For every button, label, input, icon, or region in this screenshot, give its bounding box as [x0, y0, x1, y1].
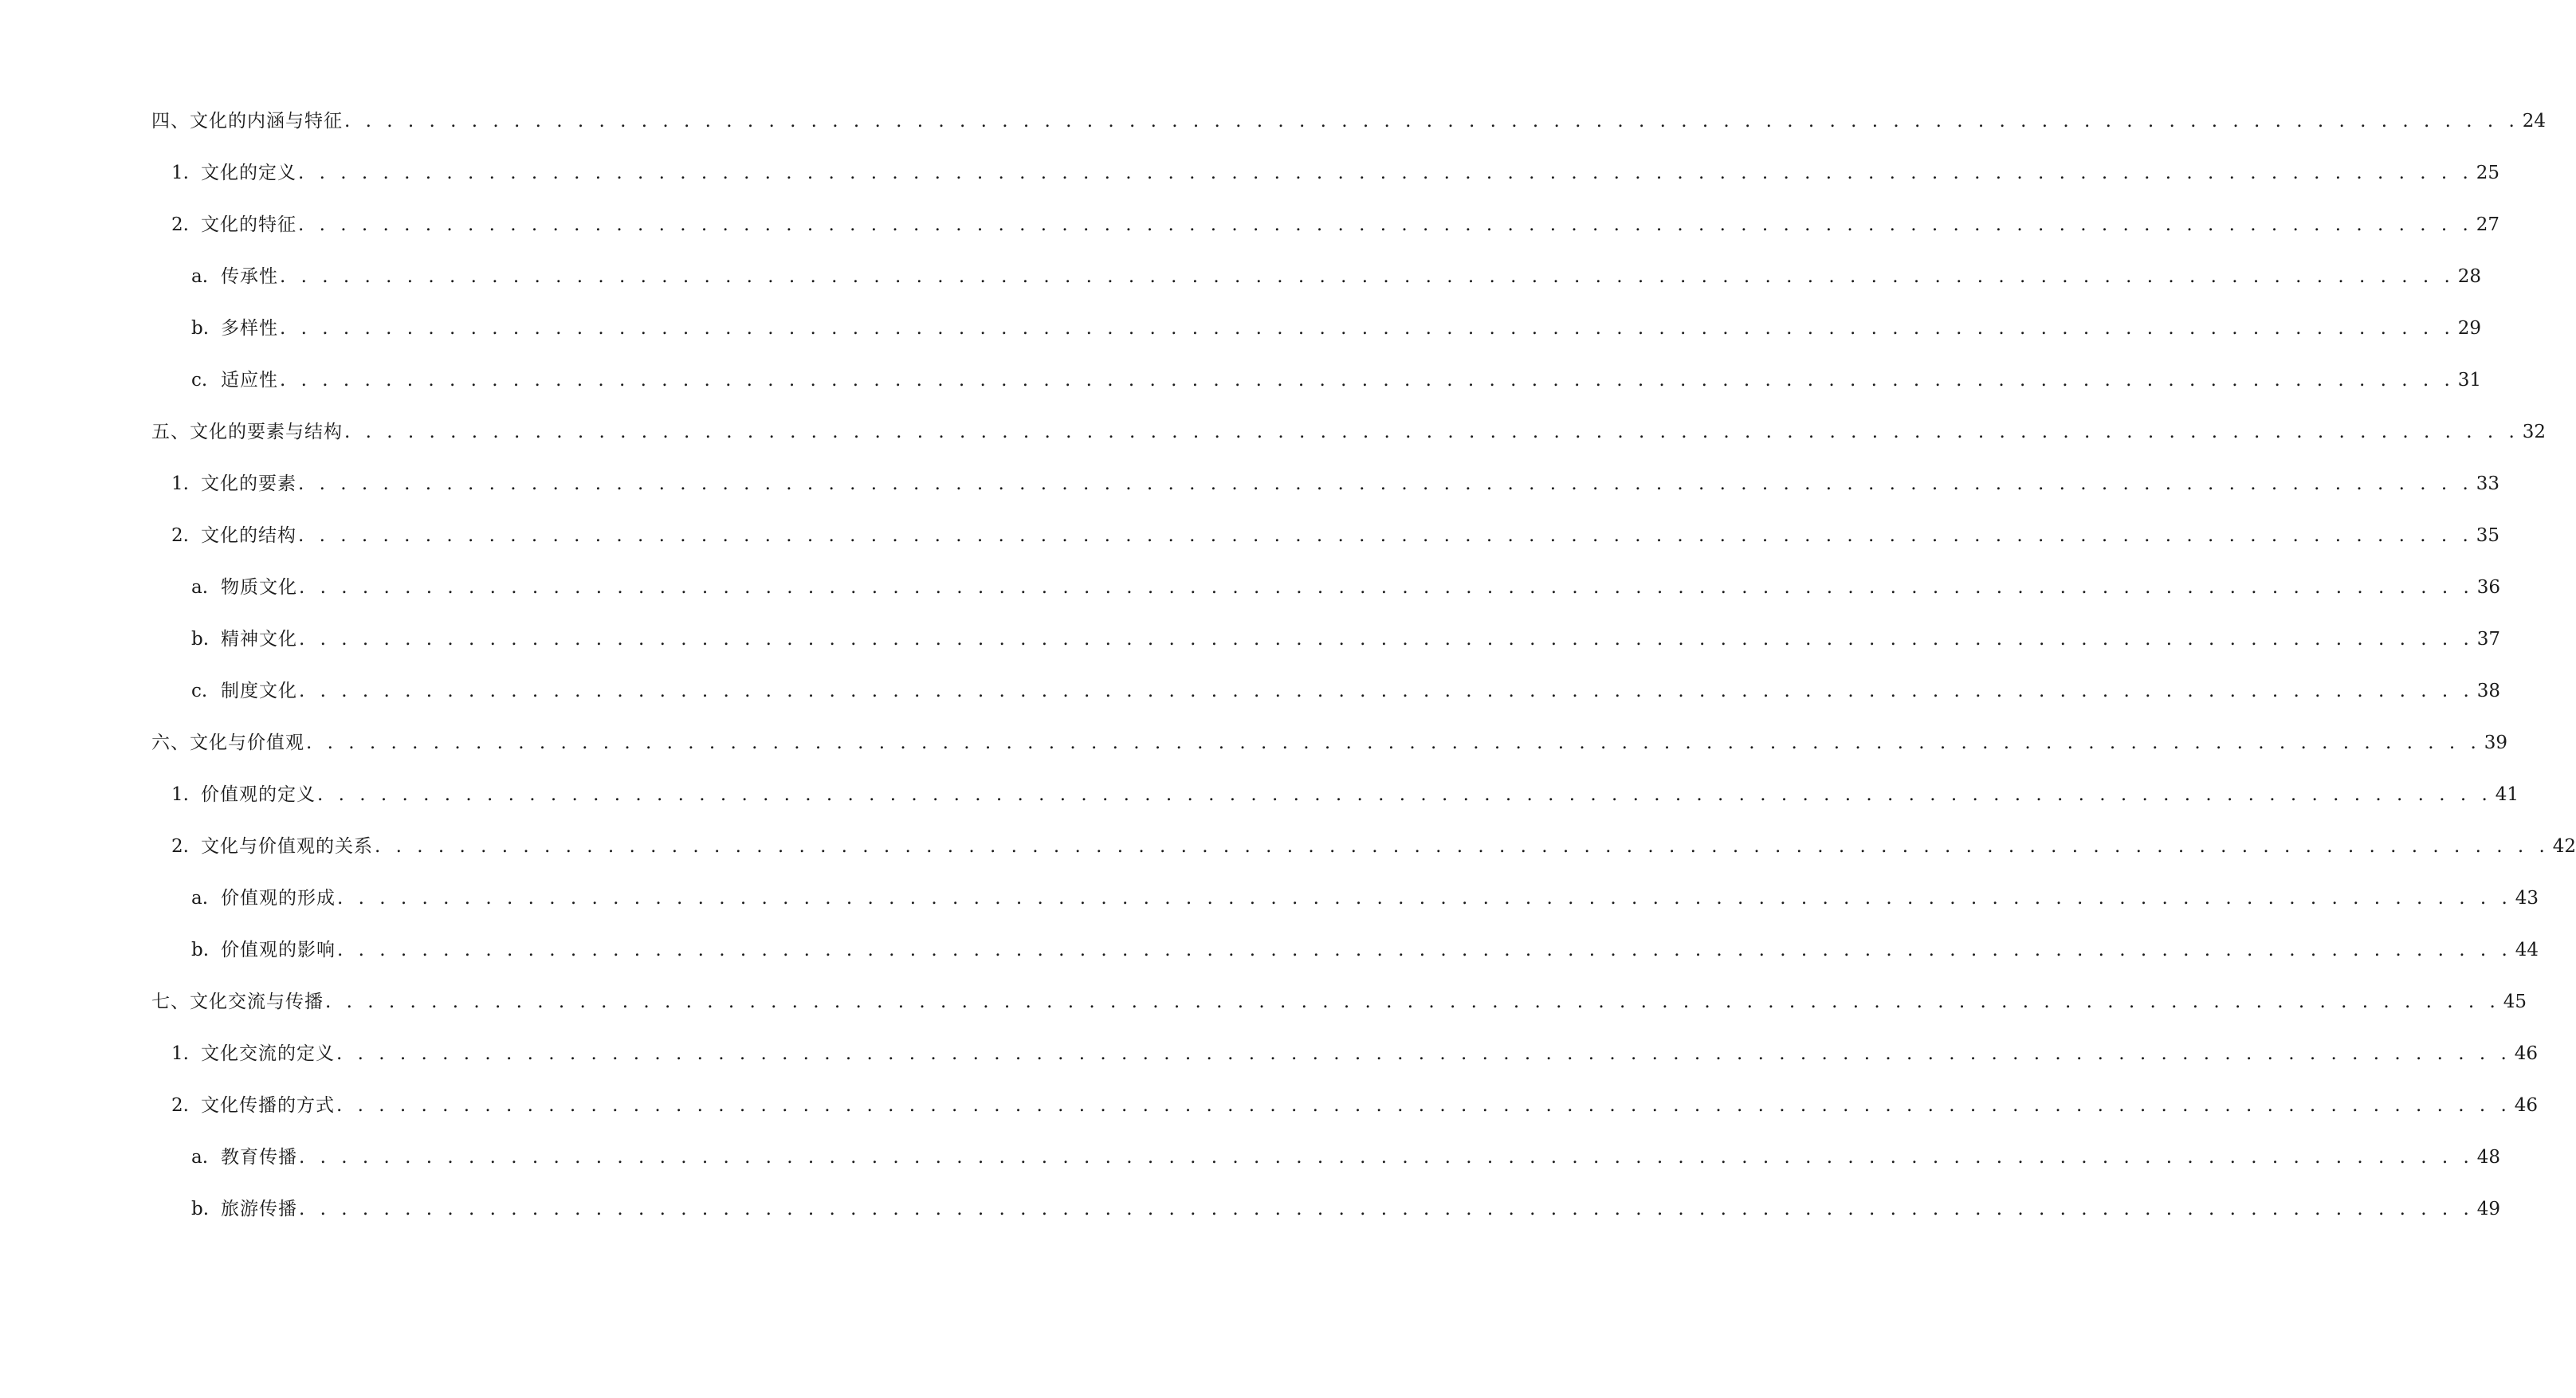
dot-leader: . . . . . . . . . . . . . . . . . . . . . . . . . . . . . . . . . . . . . . . . . . . . . . . . . . . . . . . . . . . . . . . . . . . . . . . . . . . . . . . . . . . . . . . . . . . . . . . . . . . . . . .: [299, 1147, 2474, 1168]
toc-entry-title: 价值观的形成: [221, 888, 336, 909]
toc-entry-number: 1.: [171, 784, 189, 805]
toc-entry-title: 制度文化: [221, 681, 297, 701]
dot-leader: . . . . . . . . . . . . . . . . . . . . . . . . . . . . . . . . . . . . . . . . . . . . . . . . . . . . . . . . . . . . . . . . . . . . . . . . . . . . . . . . . . . . . . . . . . . . . . . . . . . . . . .: [298, 214, 2473, 235]
toc-entry-number: a.: [191, 266, 209, 287]
toc-entry[interactable]: [0, 1041, 2539, 1093]
dot-leader: . . . . . . . . . . . . . . . . . . . . . . . . . . . . . . . . . . . . . . . . . . . . . . . . . . . . . . . . . . . . . . . . . . . . . . . . . . . . . . . . . . . . . . . . . . . . . . . . . . . . . . .: [299, 1199, 2474, 1219]
toc-entry-number: 2.: [171, 1095, 189, 1116]
toc-entry-line: [151, 419, 2547, 445]
toc-entry-line: [191, 264, 2482, 289]
dot-leader: . . . . . . . . . . . . . . . . . . . . . . . . . . . . . . . . . . . . . . . . . . . . . . . . . . . . . . . . . . . . . . . . . . . . . . . . . . . . . . . . . . . . . . . . . . . . . . . . . . . . . . .: [298, 525, 2473, 546]
dot-leader: . . . . . . . . . . . . . . . . . . . . . . . . . . . . . . . . . . . . . . . . . . . . . . . . . . . . . . . . . . . . . . . . . . . . . . . . . . . . . . . . . . . . . . . . . . . . . . . . . . . . . . .: [306, 732, 2481, 753]
toc-entry-line: [171, 160, 2500, 186]
toc-entry-page-number: 31: [2457, 370, 2482, 391]
toc-entry-number: 1.: [171, 473, 189, 494]
toc-entry-title: 文化的结构: [201, 525, 296, 546]
toc-entry-page-number: 32: [2522, 422, 2547, 442]
dot-leader: . . . . . . . . . . . . . . . . . . . . . . . . . . . . . . . . . . . . . . . . . . . . . . . . . . . . . . . . . . . . . . . . . . . . . . . . . . . . . . . . . . . . . . . . . . . . . . . . . . . . . . .: [299, 577, 2474, 598]
toc-entry-number: 1.: [171, 1043, 189, 1064]
toc-entry-title: 文化的特征: [201, 214, 296, 235]
toc-entry-title: 价值观的影响: [221, 940, 336, 960]
toc-entry-title: 适应性: [221, 370, 278, 391]
toc-entry-page-number: 44: [2515, 940, 2539, 960]
toc-entry[interactable]: [0, 523, 2500, 575]
dot-leader: . . . . . . . . . . . . . . . . . . . . . . . . . . . . . . . . . . . . . . . . . . . . . . . . . . . . . . . . . . . . . . . . . . . . . . . . . . . . . . . . . . . . . . . . . . . . . . . . . . . . . . .: [298, 163, 2473, 183]
toc-entry[interactable]: [0, 886, 2539, 937]
toc-entry-line: [151, 989, 2527, 1015]
toc-entry-line: [191, 1196, 2501, 1222]
toc-entry[interactable]: [0, 678, 2501, 730]
toc-entry-number: 2.: [171, 836, 189, 857]
dot-leader: . . . . . . . . . . . . . . . . . . . . . . . . . . . . . . . . . . . . . . . . . . . . . . . . . . . . . . . . . . . . . . . . . . . . . . . . . . . . . . . . . . . . . . . . . . . . . . . . . . . . . . .: [337, 940, 2512, 960]
toc-entry[interactable]: [0, 212, 2500, 264]
toc-entry-line: [171, 212, 2500, 238]
toc-entry-title: 五、文化的要素与结构: [151, 422, 343, 442]
toc-entry-number: b.: [191, 629, 210, 650]
toc-entry-page-number: 29: [2457, 318, 2482, 339]
toc-entry-title: 物质文化: [221, 577, 297, 598]
toc-entry-title: 传承性: [221, 266, 278, 287]
dot-leader: . . . . . . . . . . . . . . . . . . . . . . . . . . . . . . . . . . . . . . . . . . . . . . . . . . . . . . . . . . . . . . . . . . . . . . . . . . . . . . . . . . . . . . . . . . . . . . . . . . . . . . .: [299, 629, 2474, 650]
dot-leader: . . . . . . . . . . . . . . . . . . . . . . . . . . . . . . . . . . . . . . . . . . . . . . . . . . . . . . . . . . . . . . . . . . . . . . . . . . . . . . . . . . . . . . . . . . . . . . . . . . . . . . .: [280, 266, 2455, 287]
toc-entry-line: [171, 834, 2576, 859]
toc-entry[interactable]: [0, 471, 2500, 523]
toc-entry-number: a.: [191, 888, 209, 909]
toc-entry-number: 1.: [171, 163, 189, 183]
toc-entry-title: 四、文化的内涵与特征: [151, 111, 343, 132]
toc-entry-title: 价值观的定义: [201, 784, 316, 805]
dot-leader: . . . . . . . . . . . . . . . . . . . . . . . . . . . . . . . . . . . . . . . . . . . . . . . . . . . . . . . . . . . . . . . . . . . . . . . . . . . . . . . . . . . . . . . . . . . . . . . . . . . . . . .: [317, 784, 2492, 805]
toc-entry-page-number: 38: [2476, 681, 2501, 701]
dot-leader: . . . . . . . . . . . . . . . . . . . . . . . . . . . . . . . . . . . . . . . . . . . . . . . . . . . . . . . . . . . . . . . . . . . . . . . . . . . . . . . . . . . . . . . . . . . . . . . . . . . . . . .: [375, 836, 2550, 857]
toc-entry-title: 旅游传播: [221, 1199, 297, 1219]
toc-entry[interactable]: [0, 782, 2519, 834]
toc-entry-line: [191, 886, 2539, 911]
toc-entry-title: 教育传播: [221, 1147, 297, 1168]
toc-entry-title: 文化传播的方式: [201, 1095, 335, 1116]
toc-entry-page-number: 45: [2503, 992, 2527, 1012]
dot-leader: . . . . . . . . . . . . . . . . . . . . . . . . . . . . . . . . . . . . . . . . . . . . . . . . . . . . . . . . . . . . . . . . . . . . . . . . . . . . . . . . . . . . . . . . . . . . . . . . . . . . . . .: [344, 422, 2519, 442]
toc-entry-page-number: 24: [2522, 111, 2547, 132]
toc-entry-line: [191, 316, 2482, 341]
toc-entry-page-number: 46: [2514, 1095, 2539, 1116]
toc-entry-line: [171, 1093, 2539, 1118]
toc-entry[interactable]: [0, 1196, 2501, 1248]
toc-entry-number: 2.: [171, 525, 189, 546]
dot-leader: . . . . . . . . . . . . . . . . . . . . . . . . . . . . . . . . . . . . . . . . . . . . . . . . . . . . . . . . . . . . . . . . . . . . . . . . . . . . . . . . . . . . . . . . . . . . . . . . . . . . . . .: [337, 888, 2512, 909]
toc-entry-page-number: 39: [2484, 732, 2508, 753]
toc-entry-page-number: 49: [2476, 1199, 2501, 1219]
toc-entry-number: b.: [191, 940, 210, 960]
toc-entry-page-number: 42: [2552, 836, 2576, 857]
toc-entry-title: 文化的定义: [201, 163, 296, 183]
toc-entry[interactable]: [0, 160, 2500, 212]
toc-entry-page-number: 33: [2476, 473, 2500, 494]
toc-entry-title: 文化的要素: [201, 473, 296, 494]
toc-entry-line: [191, 937, 2539, 963]
toc-entry-page-number: 37: [2476, 629, 2501, 650]
toc-entry-line: [151, 730, 2508, 756]
dot-leader: . . . . . . . . . . . . . . . . . . . . . . . . . . . . . . . . . . . . . . . . . . . . . . . . . . . . . . . . . . . . . . . . . . . . . . . . . . . . . . . . . . . . . . . . . . . . . . . . . . . . . . .: [325, 992, 2500, 1012]
toc-entry-title: 文化交流的定义: [201, 1043, 335, 1064]
toc-entry-line: [151, 108, 2547, 134]
toc-entry-title: 七、文化交流与传播: [151, 992, 324, 1012]
toc-entry-page-number: 41: [2495, 784, 2519, 805]
toc-entry-line: [191, 626, 2501, 652]
toc-entry[interactable]: [0, 575, 2501, 626]
toc-entry[interactable]: [0, 1145, 2501, 1196]
toc-entry-number: b.: [191, 1199, 210, 1219]
toc-entry-page-number: 35: [2476, 525, 2500, 546]
dot-leader: . . . . . . . . . . . . . . . . . . . . . . . . . . . . . . . . . . . . . . . . . . . . . . . . . . . . . . . . . . . . . . . . . . . . . . . . . . . . . . . . . . . . . . . . . . . . . . . . . . . . . . .: [298, 473, 2473, 494]
toc-entry-line: [191, 1145, 2501, 1170]
toc-entry-number: a.: [191, 1147, 209, 1168]
toc-entry-page-number: 43: [2515, 888, 2539, 909]
toc-entry[interactable]: [0, 626, 2501, 678]
toc-entry-title: 精神文化: [221, 629, 297, 650]
toc-entry-title: 文化与价值观的关系: [201, 836, 373, 857]
toc-entry-title: 六、文化与价值观: [151, 732, 304, 753]
dot-leader: . . . . . . . . . . . . . . . . . . . . . . . . . . . . . . . . . . . . . . . . . . . . . . . . . . . . . . . . . . . . . . . . . . . . . . . . . . . . . . . . . . . . . . . . . . . . . . . . . . . . . . .: [336, 1043, 2511, 1064]
dot-leader: . . . . . . . . . . . . . . . . . . . . . . . . . . . . . . . . . . . . . . . . . . . . . . . . . . . . . . . . . . . . . . . . . . . . . . . . . . . . . . . . . . . . . . . . . . . . . . . . . . . . . . .: [344, 111, 2519, 132]
toc-entry-number: a.: [191, 577, 209, 598]
toc-entry-line: [171, 1041, 2539, 1066]
toc-entry-number: c.: [191, 681, 208, 701]
toc-entry[interactable]: [0, 367, 2482, 419]
toc-entry-page-number: 46: [2514, 1043, 2539, 1064]
toc-entry-page-number: 36: [2476, 577, 2501, 598]
toc-entry[interactable]: [0, 316, 2482, 367]
toc-entry[interactable]: [0, 834, 2576, 886]
dot-leader: . . . . . . . . . . . . . . . . . . . . . . . . . . . . . . . . . . . . . . . . . . . . . . . . . . . . . . . . . . . . . . . . . . . . . . . . . . . . . . . . . . . . . . . . . . . . . . . . . . . . . . .: [299, 681, 2474, 701]
dot-leader: . . . . . . . . . . . . . . . . . . . . . . . . . . . . . . . . . . . . . . . . . . . . . . . . . . . . . . . . . . . . . . . . . . . . . . . . . . . . . . . . . . . . . . . . . . . . . . . . . . . . . . .: [336, 1095, 2511, 1116]
toc-entry-number: b.: [191, 318, 210, 339]
table-of-contents: [0, 108, 2576, 1248]
toc-entry-line: [191, 575, 2501, 600]
toc-entry-line: [171, 782, 2519, 807]
toc-entry-line: [191, 367, 2482, 393]
toc-entry-page-number: 25: [2476, 163, 2500, 183]
toc-entry[interactable]: [0, 937, 2539, 989]
toc-entry[interactable]: [0, 419, 2547, 471]
toc-entry[interactable]: [0, 264, 2482, 316]
toc-entry-page-number: 27: [2476, 214, 2500, 235]
toc-entry-number: c.: [191, 370, 208, 391]
dot-leader: . . . . . . . . . . . . . . . . . . . . . . . . . . . . . . . . . . . . . . . . . . . . . . . . . . . . . . . . . . . . . . . . . . . . . . . . . . . . . . . . . . . . . . . . . . . . . . . . . . . . . . .: [280, 370, 2455, 391]
toc-entry-line: [171, 523, 2500, 548]
toc-entry-page-number: 28: [2457, 266, 2482, 287]
toc-entry-number: 2.: [171, 214, 189, 235]
toc-entry-title: 多样性: [221, 318, 278, 339]
toc-entry[interactable]: [0, 989, 2527, 1041]
toc-entry-line: [171, 471, 2500, 497]
toc-entry[interactable]: [0, 730, 2508, 782]
toc-entry-line: [191, 678, 2501, 704]
toc-entry[interactable]: [0, 1093, 2539, 1145]
toc-entry-page-number: 48: [2476, 1147, 2501, 1168]
dot-leader: . . . . . . . . . . . . . . . . . . . . . . . . . . . . . . . . . . . . . . . . . . . . . . . . . . . . . . . . . . . . . . . . . . . . . . . . . . . . . . . . . . . . . . . . . . . . . . . . . . . . . . .: [280, 318, 2455, 339]
toc-entry[interactable]: [0, 108, 2547, 160]
